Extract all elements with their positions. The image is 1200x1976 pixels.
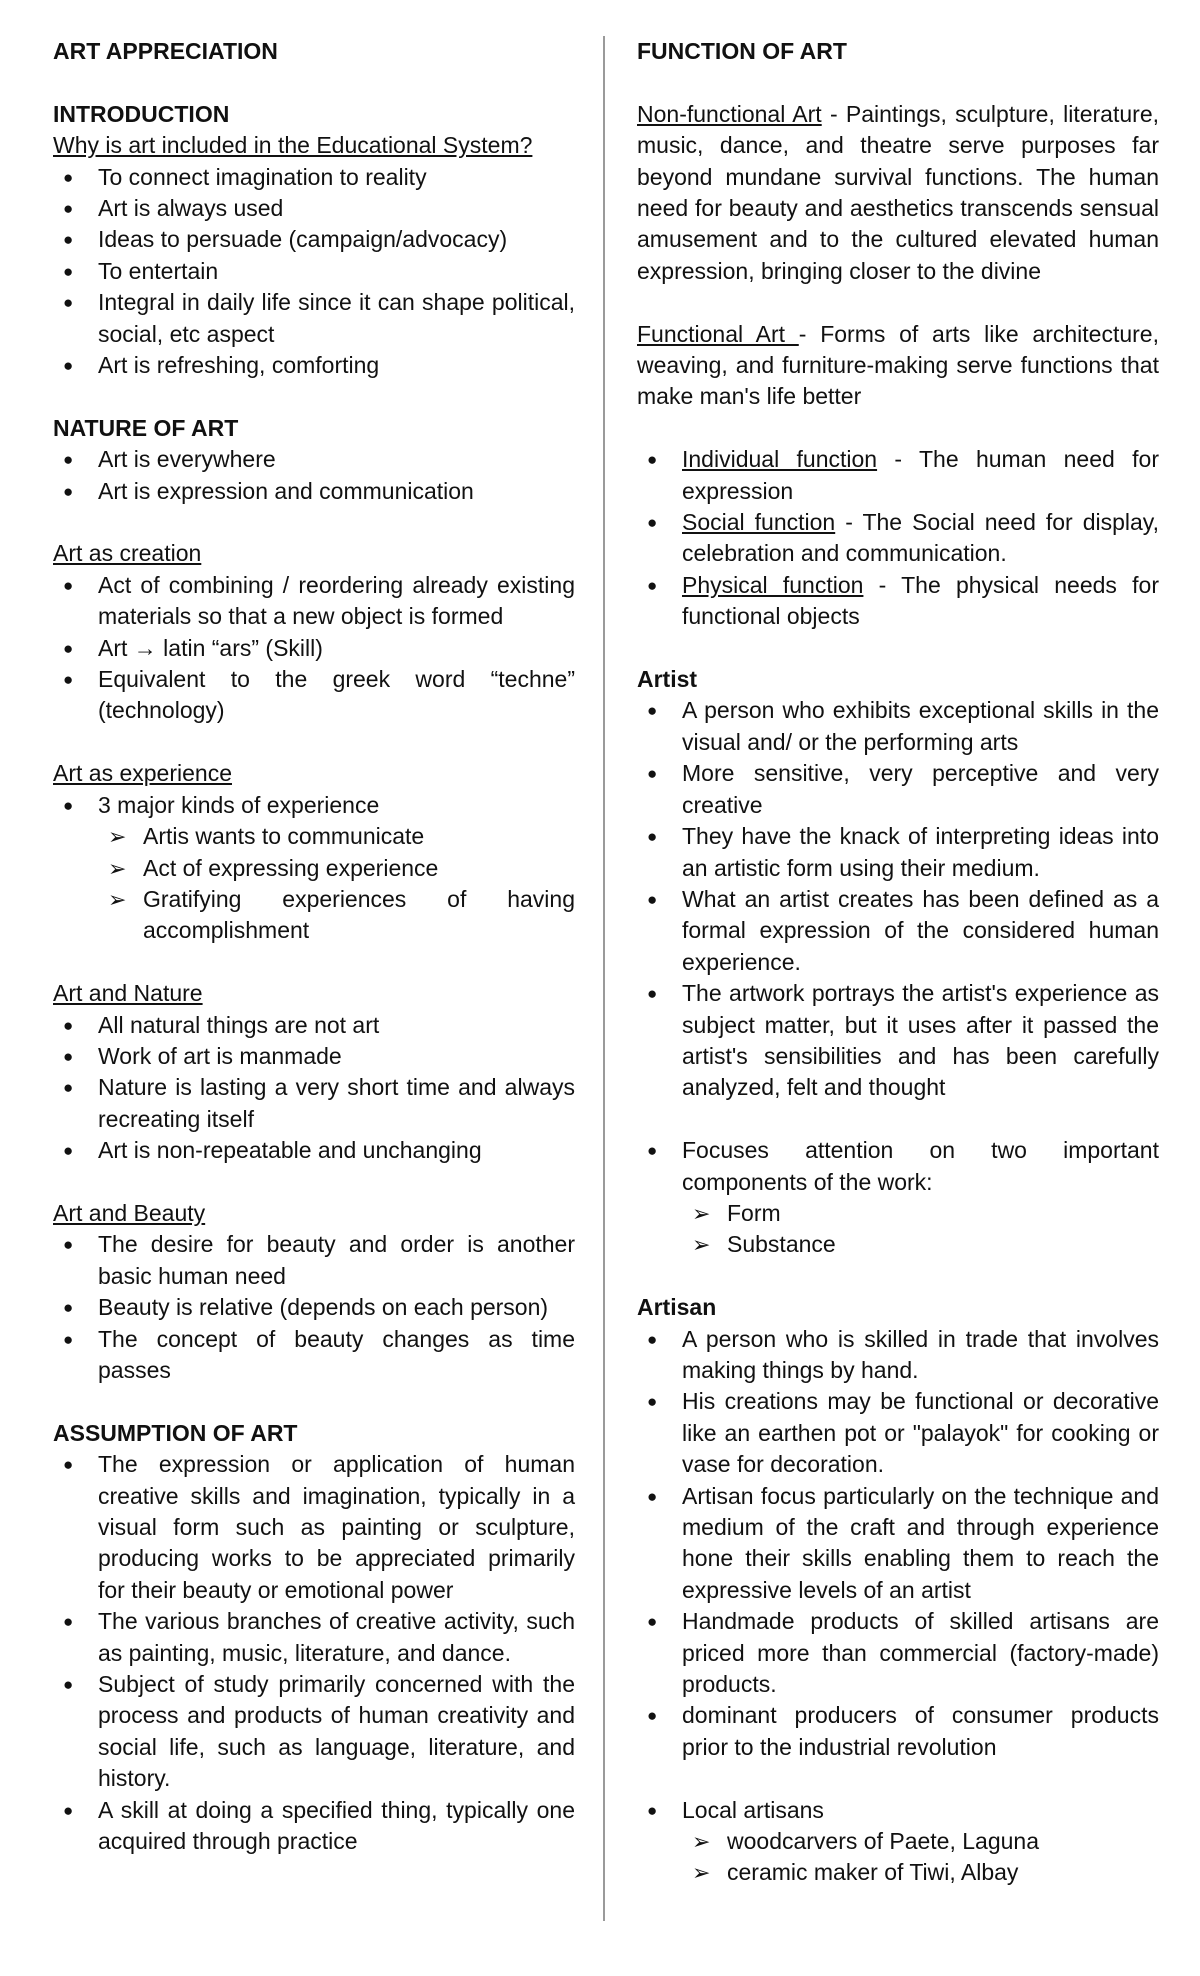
list-item: ● Act of combining / reordering already existing materials so that a new object is formed bbox=[53, 570, 575, 633]
function-text: - The Social need for display, celebration and communication. bbox=[682, 509, 1159, 567]
document-title: ART APPRECIATION bbox=[53, 38, 278, 64]
list-item: ● More sensitive, very perceptive and very creative bbox=[637, 758, 1159, 821]
nature-of-art-heading: NATURE OF ART bbox=[53, 414, 239, 441]
art-functions-list bbox=[637, 444, 1159, 632]
list-item: ● His creations may be functional or decorative like an earthen pot or "palayok" for cooking or vase for decoration. bbox=[637, 1386, 1159, 1480]
list-item: ● Artisan focus particularly on the technique and medium of the craft and through experience hone their skills enabling them to reach the expressive levels of an artist bbox=[637, 1481, 1159, 1607]
introduction-question: Why is art included in the Educational System? bbox=[53, 132, 533, 159]
list-item: ● Beauty is relative (depends on each person) bbox=[53, 1292, 575, 1323]
art-and-nature-heading: Art and Nature bbox=[53, 980, 203, 1007]
list-item: ● Integral in daily life since it can shape political, social, etc aspect bbox=[53, 287, 575, 350]
art-as-experience-heading: Art as experience bbox=[53, 760, 232, 787]
list-item: ● The various branches of creative activity, such as painting, music, literature, and dance. bbox=[53, 1606, 575, 1669]
non-functional-art-term: Non-functional Art bbox=[637, 100, 822, 127]
list-item-text: 3 major kinds of experience bbox=[98, 791, 380, 818]
nature-of-art-list bbox=[53, 444, 575, 507]
artist-list bbox=[637, 695, 1159, 1103]
list-item: ● The artwork portrays the artist's experience as subject matter, but it uses after it passed the artist's sensibilities and has been carefully analyzed, felt and thought bbox=[637, 978, 1159, 1104]
art-as-creation-list bbox=[53, 570, 575, 727]
art-as-experience-list bbox=[53, 790, 575, 947]
list-item: ● Work of art is manmade bbox=[53, 1041, 575, 1072]
list-item bbox=[637, 444, 1159, 507]
sub-list-item: ➢ Substance bbox=[682, 1229, 1159, 1260]
function-term: Social function bbox=[682, 509, 836, 536]
list-item: ● All natural things are not art bbox=[53, 1010, 575, 1041]
experience-sublist bbox=[98, 821, 575, 947]
list-item: ● Art → latin “ars” (Skill) bbox=[53, 633, 575, 664]
artist-heading: Artist bbox=[637, 666, 698, 693]
list-item: ● A person who is skilled in trade that involves making things by hand. bbox=[637, 1324, 1159, 1387]
list-item: ● Nature is lasting a very short time and always recreating itself bbox=[53, 1072, 575, 1135]
sub-list-item: ➢ Gratifying experiences of having accomplishment bbox=[98, 884, 575, 947]
list-item: ● The desire for beauty and order is another basic human need bbox=[53, 1229, 575, 1292]
list-item: ● Art is always used bbox=[53, 193, 575, 224]
list-item: ● Art is refreshing, comforting bbox=[53, 350, 575, 381]
list-item: ● Art is expression and communication bbox=[53, 476, 575, 507]
list-item bbox=[637, 570, 1159, 633]
assumption-of-art-heading: ASSUMPTION OF ART bbox=[53, 1419, 298, 1446]
non-functional-art-paragraph bbox=[637, 99, 1159, 287]
list-item bbox=[53, 790, 575, 947]
sub-list-item: ➢ Form bbox=[682, 1198, 1159, 1229]
list-item: ● To entertain bbox=[53, 256, 575, 287]
functional-art-text: - Forms of arts like architecture, weaving, and furniture-making serve functions that make man's life better bbox=[637, 320, 1159, 410]
list-item bbox=[637, 1795, 1159, 1889]
column-divider bbox=[603, 36, 605, 1921]
sub-list-item: ➢ ceramic maker of Tiwi, Albay bbox=[682, 1857, 1159, 1888]
components-sublist bbox=[682, 1198, 1159, 1261]
art-and-beauty-list bbox=[53, 1229, 575, 1386]
functional-art-term: Functional Art bbox=[637, 320, 799, 347]
sub-list-item: ➢ woodcarvers of Paete, Laguna bbox=[682, 1826, 1159, 1857]
right-column bbox=[637, 36, 1159, 1889]
artist-focus-list bbox=[637, 1135, 1159, 1261]
list-item: ● Art is non-repeatable and unchanging bbox=[53, 1135, 575, 1166]
list-item bbox=[637, 507, 1159, 570]
function-text: - The physical needs for functional objects bbox=[682, 571, 1159, 630]
list-item: ● Ideas to persuade (campaign/advocacy) bbox=[53, 224, 575, 255]
art-and-beauty-heading: Art and Beauty bbox=[53, 1199, 206, 1226]
non-functional-art-text: - Paintings, sculpture, literature, music, dance, and theatre serve purposes far beyond mundane survival functions. The human need for beauty and aesthetics transcends sensual amusement and to the cultured elevated human expression, bringing closer to the divine bbox=[637, 100, 1159, 284]
list-item: ● To connect imagination to reality bbox=[53, 162, 575, 193]
artisan-heading: Artisan bbox=[637, 1294, 717, 1321]
artisan-list bbox=[637, 1324, 1159, 1764]
local-artisans-sublist bbox=[682, 1826, 1159, 1889]
list-item: ● Subject of study primarily concerned with the process and products of human creativity and social life, such as language, literature, and history. bbox=[53, 1669, 575, 1795]
art-and-nature-list bbox=[53, 1010, 575, 1167]
left-column bbox=[53, 36, 575, 1857]
list-item: ● A person who exhibits exceptional skills in the visual and/ or the performing arts bbox=[637, 695, 1159, 758]
list-item: ● The concept of beauty changes as time passes bbox=[53, 1324, 575, 1387]
list-item: ● The expression or application of human creative skills and imagination, typically in a visual form such as painting or sculpture, producing works to be appreciated primarily for their beauty or emotional power bbox=[53, 1449, 575, 1606]
list-item: ● Handmade products of skilled artisans are priced more than commercial (factory-made) products. bbox=[637, 1606, 1159, 1700]
introduction-list bbox=[53, 162, 575, 382]
list-item: ● A skill at doing a specified thing, typically one acquired through practice bbox=[53, 1795, 575, 1858]
introduction-heading: INTRODUCTION bbox=[53, 100, 230, 127]
list-item-text: Local artisans bbox=[682, 1796, 824, 1823]
sub-list-item: ➢ Artis wants to communicate bbox=[98, 821, 575, 852]
function-text: - The human need for expression bbox=[682, 446, 1159, 504]
local-artisans-list bbox=[637, 1795, 1159, 1889]
list-item: ● Equivalent to the greek word “techne” (technology) bbox=[53, 664, 575, 727]
function-of-art-heading: FUNCTION OF ART bbox=[637, 38, 847, 64]
list-item-text: Focuses attention on two important components of the work: bbox=[682, 1137, 1159, 1195]
list-item: ● What an artist creates has been defined as a formal expression of the considered human experience. bbox=[637, 884, 1159, 978]
art-as-creation-heading: Art as creation bbox=[53, 540, 202, 567]
function-term: Individual function bbox=[682, 446, 878, 473]
assumption-of-art-list bbox=[53, 1449, 575, 1857]
function-term: Physical function bbox=[682, 571, 864, 598]
list-item: ● dominant producers of consumer products prior to the industrial revolution bbox=[637, 1700, 1159, 1763]
list-item: ● Art is everywhere bbox=[53, 444, 575, 475]
functional-art-paragraph bbox=[637, 319, 1159, 413]
list-item: ● They have the knack of interpreting ideas into an artistic form using their medium. bbox=[637, 821, 1159, 884]
sub-list-item: ➢ Act of expressing experience bbox=[98, 853, 575, 884]
list-item bbox=[637, 1135, 1159, 1261]
